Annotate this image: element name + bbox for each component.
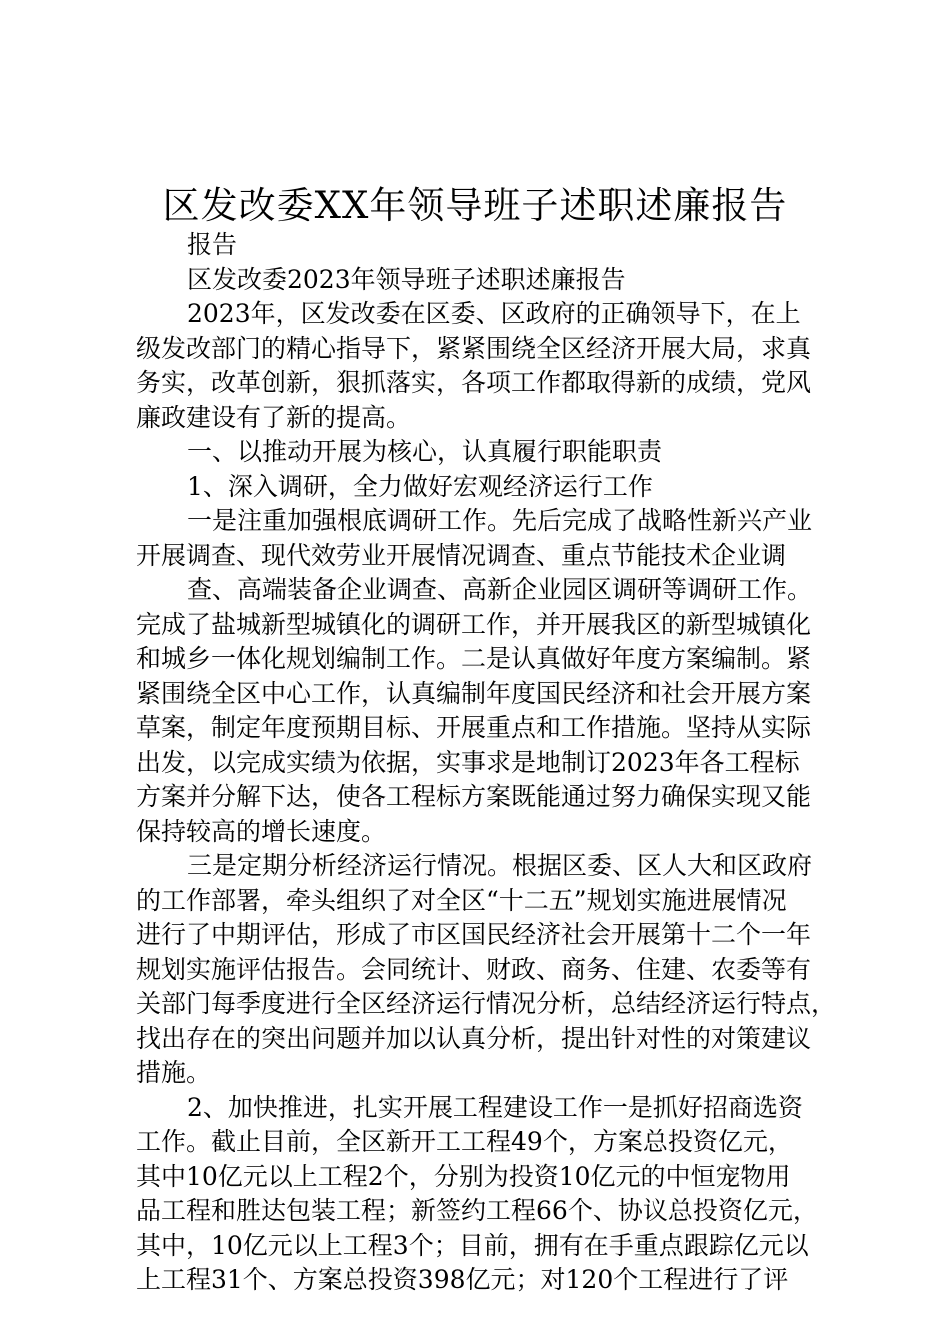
body-line: 其中，10亿元以上工程3个；目前，拥有在手重点跟踪亿元以 [136, 1230, 809, 1260]
body-line: 规划实施评估报告。会同统计、财政、商务、住建、农委等有 [136, 954, 812, 984]
body-line: 措施。 [136, 1058, 212, 1087]
body-line: 报告 [187, 230, 238, 259]
document-body [136, 228, 837, 1298]
body-line: 一、以推动开展为核心，认真履行职能职责 [187, 437, 663, 466]
body-line: 级发改部门的精心指导下，紧紧围绕全区经济开展大局，求真 [136, 333, 812, 363]
body-line: 2、加快推进，扎实开展工程建设工作一是抓好招商选资 [187, 1092, 803, 1122]
body-line: 工作。截止目前，全区新开工工程49个，方案总投资亿元， [136, 1127, 793, 1156]
body-line: 进行了中期评估，形成了市区国民经济社会开展第十二个一年 [136, 920, 812, 949]
body-line: 务实，改革创新，狠抓落实，各项工作都取得新的成绩，党风 [136, 368, 812, 397]
body-line: 完成了盐城新型城镇化的调研工作，并开展我区的新型城镇化 [136, 609, 812, 639]
body-line: 的工作部署，牵头组织了对全区“十二五”规划实施进展情况 [136, 885, 787, 915]
body-line: 2023年，区发改委在区委、区政府的正确领导下，在上 [187, 299, 801, 328]
body-line: 1、深入调研，全力做好宏观经济运行工作 [187, 471, 653, 501]
body-line: 一是注重加强根底调研工作。先后完成了战略性新兴产业 [187, 506, 813, 535]
body-line: 开展调查、现代效劳业开展情况调查、重点节能技术企业调 [136, 540, 787, 570]
body-line: 保持较高的增长速度。 [136, 816, 387, 846]
body-line: 三是定期分析经济运行情况。根据区委、区人大和区政府 [187, 851, 813, 880]
body-line: 和城乡一体化规划编制工作。二是认真做好年度方案编制。紧 [136, 644, 812, 673]
body-line: 品工程和胜达包装工程；新签约工程66个、协议总投资亿元， [136, 1196, 818, 1225]
body-line: 上工程31个、方案总投资398亿元；对120个工程进行了评 [136, 1265, 789, 1294]
body-line: 区发改委2023年领导班子述职述廉报告 [187, 264, 626, 294]
body-line: 其中10亿元以上工程2个，分别为投资10亿元的中恒宠物用 [136, 1161, 791, 1191]
body-line: 草案，制定年度预期目标、开展重点和工作措施。坚持从实际 [136, 713, 812, 742]
body-line: 出发，以完成实绩为依据，实事求是地制订2023年各工程标 [136, 747, 800, 777]
body-line: 关部门每季度进行全区经济运行情况分析，总结经济运行特点， [136, 989, 837, 1018]
body-line: 方案并分解下达，使各工程标方案既能通过努力确保实现又能 [136, 782, 812, 811]
body-line: 廉政建设有了新的提高。 [136, 402, 412, 432]
body-line: 紧围绕全区中心工作，认真编制年度国民经济和社会开展方案 [136, 678, 812, 708]
body-line: 找出存在的突出问题并加以认真分析，提出针对性的对策建议 [136, 1023, 812, 1053]
body-line: 查、高端装备企业调查、高新企业园区调研等调研工作。 [187, 575, 813, 604]
document-title: 区发改委XX年领导班子述职述廉报告 [162, 184, 788, 227]
